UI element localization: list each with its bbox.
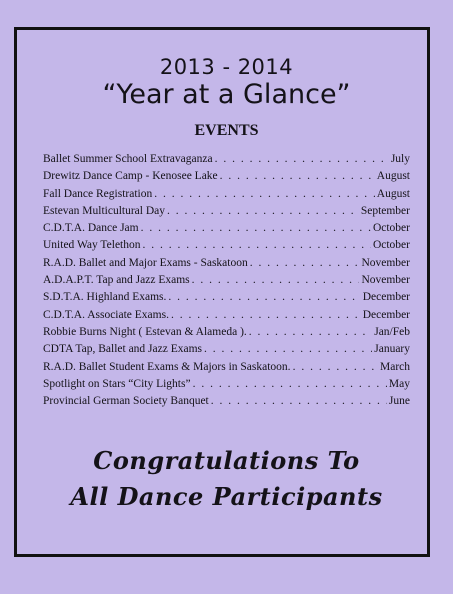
event-name: A.D.A.P.T. Tap and Jazz Exams <box>43 274 190 287</box>
event-name: Provincial German Society Banquet <box>43 395 209 408</box>
event-row <box>43 237 410 254</box>
event-month: October <box>372 222 410 235</box>
dot-leader <box>193 376 387 393</box>
event-month: December <box>362 291 410 304</box>
event-name: CDTA Tap, Ballet and Jazz Exams <box>43 343 203 356</box>
event-name: United Way Telethon <box>43 239 141 252</box>
event-row <box>43 324 410 341</box>
dot-leader <box>141 220 371 237</box>
dot-leader <box>154 186 375 203</box>
event-month: Jan/Feb <box>374 325 410 338</box>
event-name: Ballet Summer School Extravaganza <box>43 153 213 165</box>
event-month: March <box>379 360 410 373</box>
dot-leader <box>249 324 372 341</box>
event-name: R.A.D. Ballet and Major Exams - Saskatoon <box>43 256 248 269</box>
event-month: November <box>361 256 410 269</box>
dot-leader <box>250 255 360 272</box>
events-heading: EVENTS <box>194 122 259 139</box>
event-month: January <box>374 343 410 356</box>
dot-leader <box>168 289 360 306</box>
event-month: September <box>360 204 410 217</box>
dot-leader <box>167 203 359 220</box>
event-month: October <box>372 239 410 252</box>
event-row <box>43 255 410 272</box>
event-row <box>43 289 410 306</box>
event-month: August <box>376 170 410 183</box>
event-name: C.D.T.A. Dance Jam <box>43 222 139 235</box>
dot-leader <box>211 393 387 410</box>
dot-leader <box>143 237 371 254</box>
event-name: S.D.T.A. Highland Exams. <box>43 291 167 304</box>
year-range: 2013 - 2014 <box>159 55 294 79</box>
dot-leader <box>171 307 361 324</box>
event-row <box>43 203 410 220</box>
dot-leader <box>293 359 378 376</box>
event-row <box>43 307 410 324</box>
event-row <box>43 186 410 203</box>
event-row <box>43 376 410 393</box>
event-month: August <box>376 187 410 200</box>
event-row <box>43 151 410 168</box>
event-name: Spotlight on Stars “City Lights” <box>43 377 191 390</box>
event-row <box>43 341 410 358</box>
dot-leader <box>204 341 372 358</box>
event-name: Fall Dance Registration <box>43 187 153 200</box>
event-name: Estevan Multicultural Day <box>43 204 165 217</box>
page-title: “Year at a Glance” <box>102 79 351 110</box>
event-row <box>43 220 410 237</box>
congratulations-line: Congratulations To <box>93 446 360 475</box>
event-row <box>43 393 410 410</box>
event-row <box>43 168 410 185</box>
event-month: November <box>361 274 410 287</box>
event-name: C.D.T.A. Associate Exams. <box>43 308 169 321</box>
event-month: June <box>388 395 410 408</box>
event-name: R.A.D. Ballet Student Exams & Majors in Saskatoon. <box>43 360 291 373</box>
event-row <box>43 359 410 376</box>
event-month: May <box>388 377 410 390</box>
event-row <box>43 272 410 289</box>
dance-participants-line: All Dance Participants <box>70 482 383 511</box>
event-month: July <box>390 153 410 165</box>
dot-leader <box>192 272 360 289</box>
event-name: Drewitz Dance Camp - Kenosee Lake <box>43 170 218 183</box>
dot-leader <box>220 168 375 185</box>
event-name: Robbie Burns Night ( Estevan & Alameda ). <box>43 325 247 338</box>
event-list <box>43 151 410 410</box>
dot-leader <box>215 151 389 168</box>
event-month: December <box>362 308 410 321</box>
